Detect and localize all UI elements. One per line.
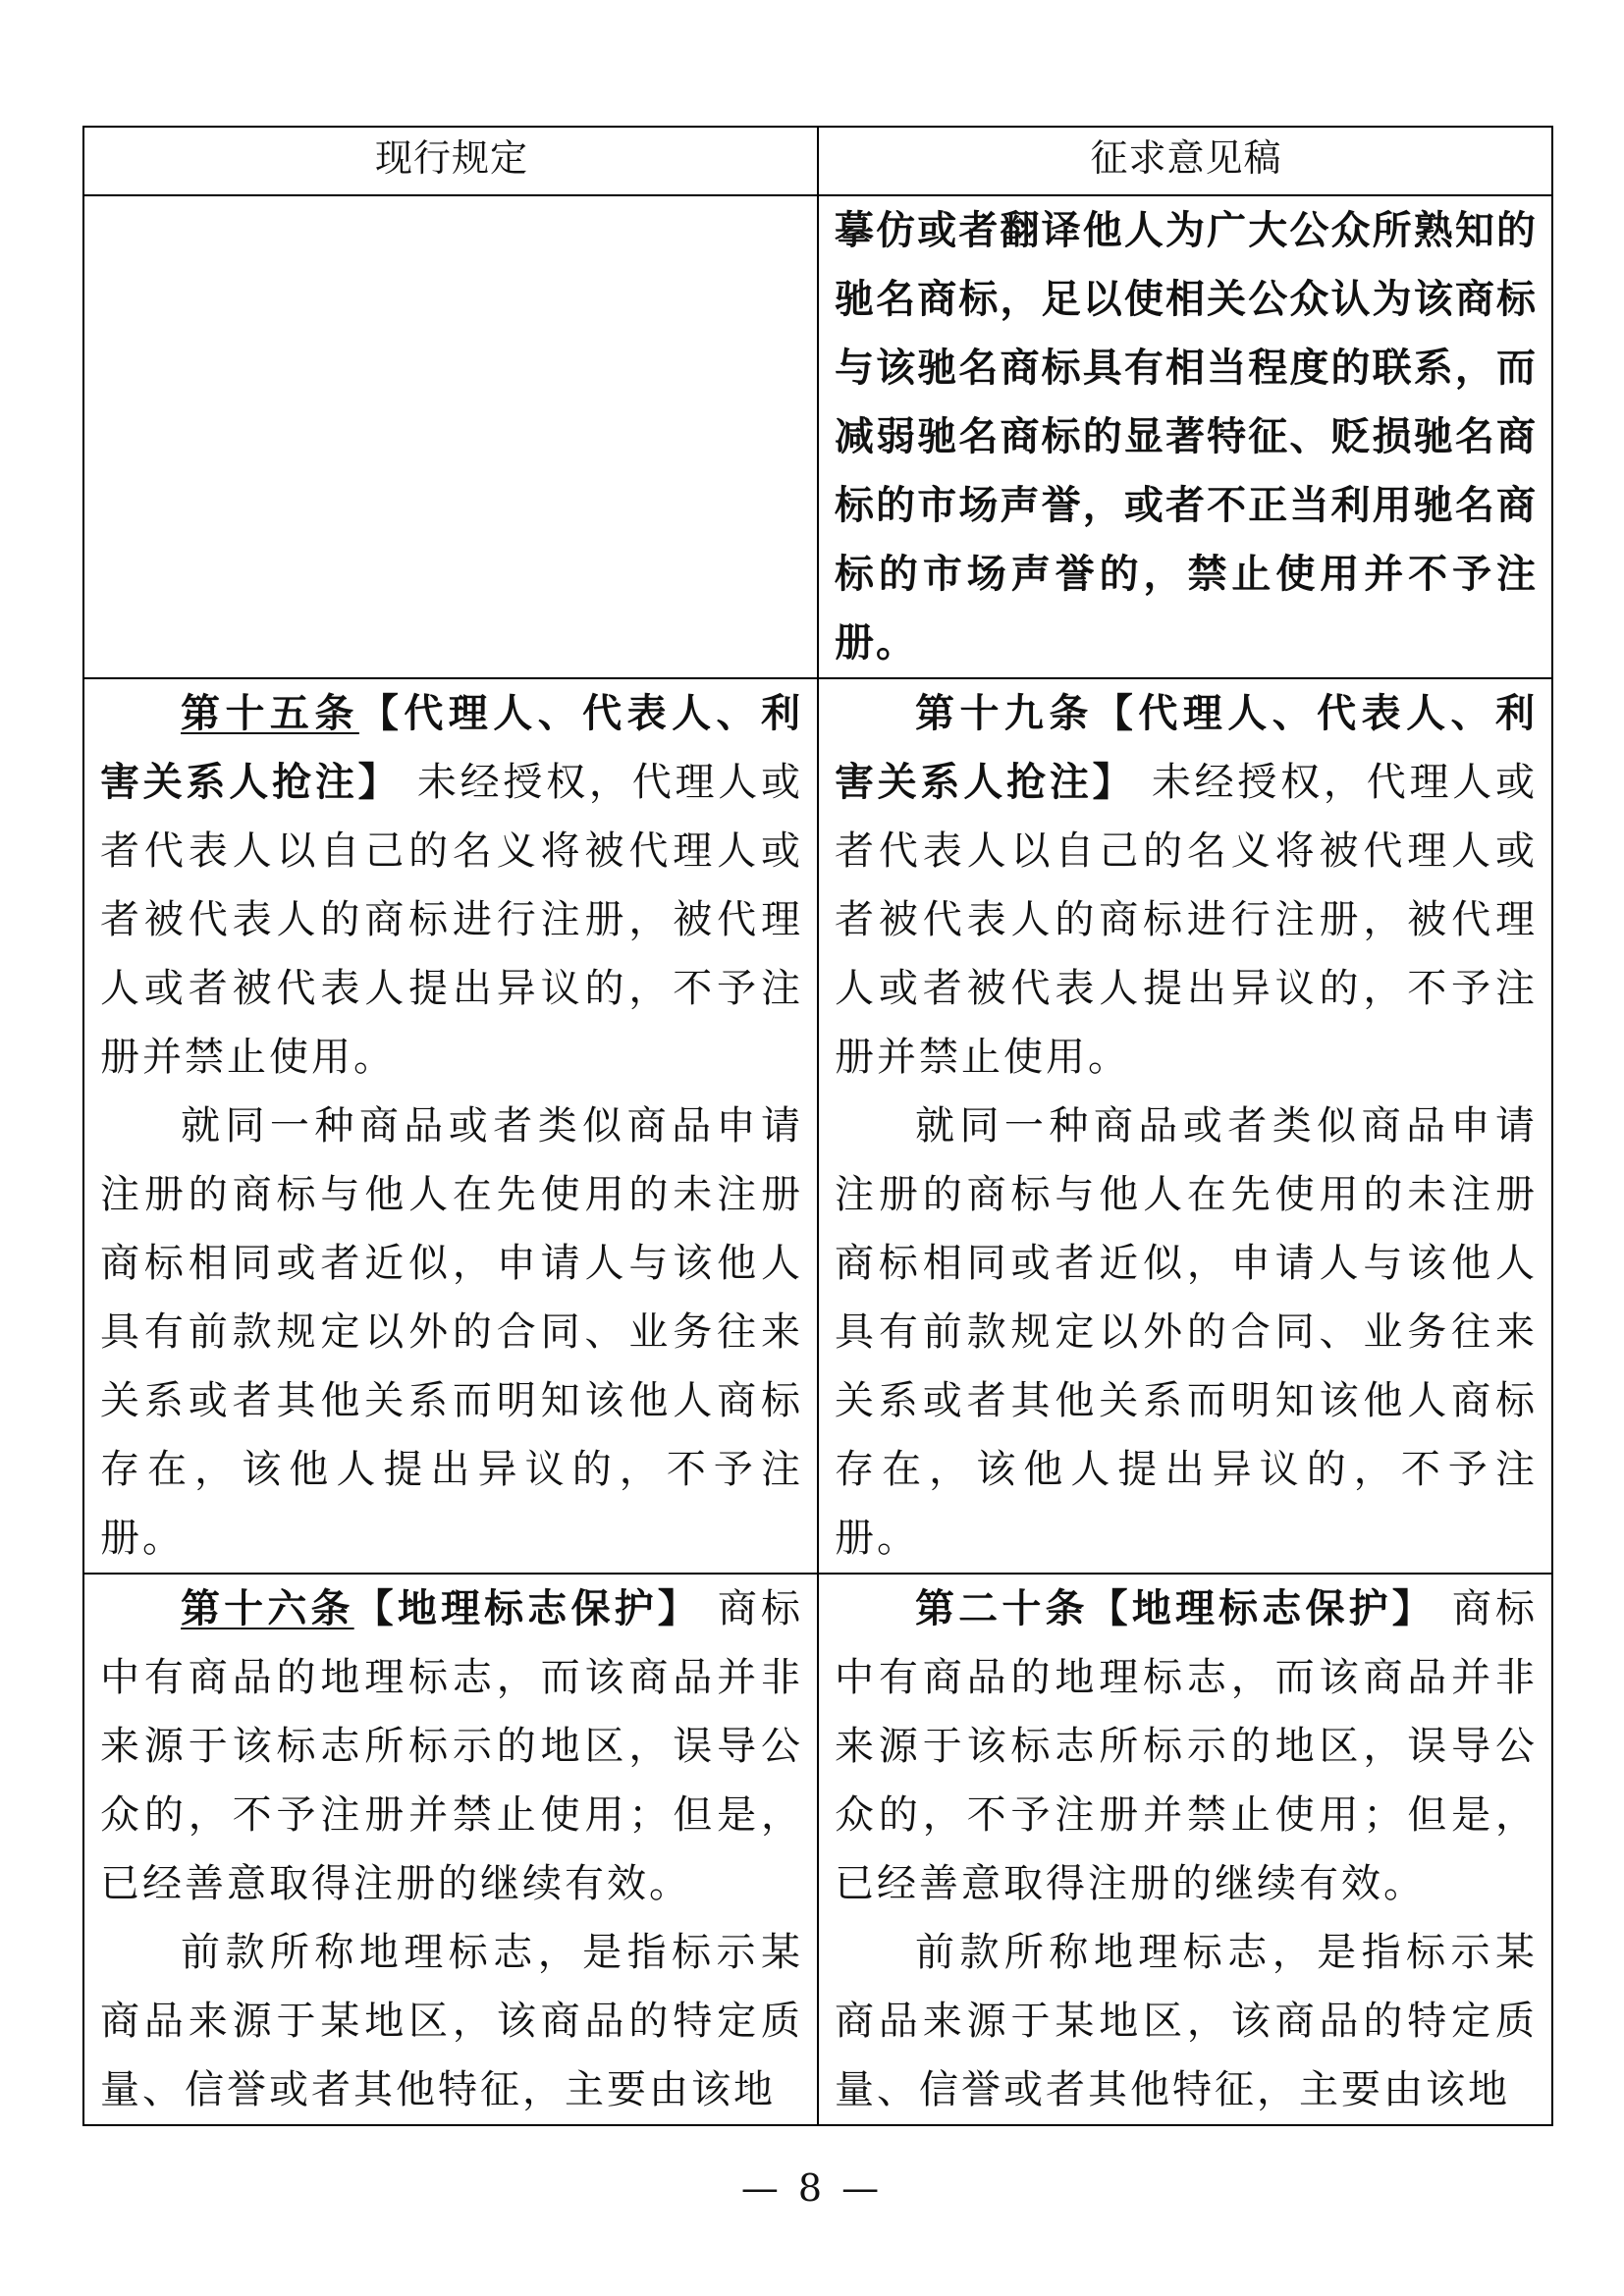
article-paragraph	[835, 1575, 1538, 1918]
comparison-table	[82, 126, 1553, 2126]
article-number: 第十九条	[915, 691, 1094, 736]
article-body: 未经授权，代理人或者代表人以自己的名义将被代理人或者被代表人的商标进行注册，被代理人或者被代表人提出异议的，不予注册并禁止使用。	[100, 760, 803, 1080]
row1-current-cell	[83, 195, 818, 678]
page-number: — 8 —	[740, 2166, 884, 2210]
article-paragraph-2: 前款所称地理标志，是指标示某商品来源于某地区，该商品的特定质量、信誉或者其他特征，主要由该地	[100, 1930, 803, 2112]
header-draft: 征求意见稿	[818, 127, 1552, 195]
article-number: 第十六条	[181, 1586, 354, 1631]
article-heading: 【代理人、代表人、利害关系人抢注】	[100, 691, 804, 805]
article-number: 第二十条	[915, 1586, 1089, 1631]
table-row	[83, 195, 1552, 678]
row3-current-cell	[83, 1574, 818, 2125]
article-paragraph	[100, 1575, 803, 1918]
article-paragraph	[100, 679, 803, 1092]
row2-draft-cell	[818, 678, 1552, 1574]
article-heading: 【地理标志保护】	[1088, 1586, 1435, 1631]
row2-current-cell	[83, 678, 818, 1574]
article-body: 商标中有商品的地理标志，而该商品并非来源于该标志所标示的地区，误导公众的，不予注册并禁止使用；但是，已经善意取得注册的继续有效。	[835, 1586, 1539, 1906]
article-body: 商标中有商品的地理标志，而该商品并非来源于该标志所标示的地区，误导公众的，不予注册并禁止使用；但是，已经善意取得注册的继续有效。	[100, 1586, 804, 1906]
row1-draft-text: 摹仿或者翻译他人为广大公众所熟知的驰名商标，足以使相关公众认为该商标与该驰名商标具有相当程度的联系，而减弱驰名商标的显著特征、贬损驰名商标的市场声誉，或者不正当利用驰名商标的市场声誉的，禁止使用并不予注册。	[835, 208, 1538, 666]
row3-draft-cell	[818, 1574, 1552, 2125]
header-current-rules: 现行规定	[83, 127, 818, 195]
article-heading: 【代理人、代表人、利害关系人抢注】	[835, 691, 1539, 805]
article-paragraph-2: 就同一种商品或者类似商品申请注册的商标与他人在先使用的未注册商标相同或者近似，申请人与该他人具有前款规定以外的合同、业务往来关系或者其他关系而明知该他人商标存在，该他人提出异议的，不予注册。	[835, 1103, 1538, 1561]
article-body: 未经授权，代理人或者代表人以自己的名义将被代理人或者被代表人的商标进行注册，被代理人或者被代表人提出异议的，不予注册并禁止使用。	[835, 760, 1538, 1080]
row1-draft-cell	[818, 195, 1552, 678]
article-paragraph	[835, 679, 1538, 1092]
article-heading: 【地理标志保护】	[353, 1586, 701, 1631]
article-paragraph-2: 就同一种商品或者类似商品申请注册的商标与他人在先使用的未注册商标相同或者近似，申请人与该他人具有前款规定以外的合同、业务往来关系或者其他关系而明知该他人商标存在，该他人提出异议的，不予注册。	[100, 1103, 803, 1561]
table-row	[83, 1574, 1552, 2125]
article-paragraph-2: 前款所称地理标志，是指标示某商品来源于某地区，该商品的特定质量、信誉或者其他特征，主要由该地	[835, 1930, 1538, 2112]
table-row	[83, 678, 1552, 1574]
article-number: 第十五条	[181, 691, 359, 736]
table-header-row	[83, 127, 1552, 195]
